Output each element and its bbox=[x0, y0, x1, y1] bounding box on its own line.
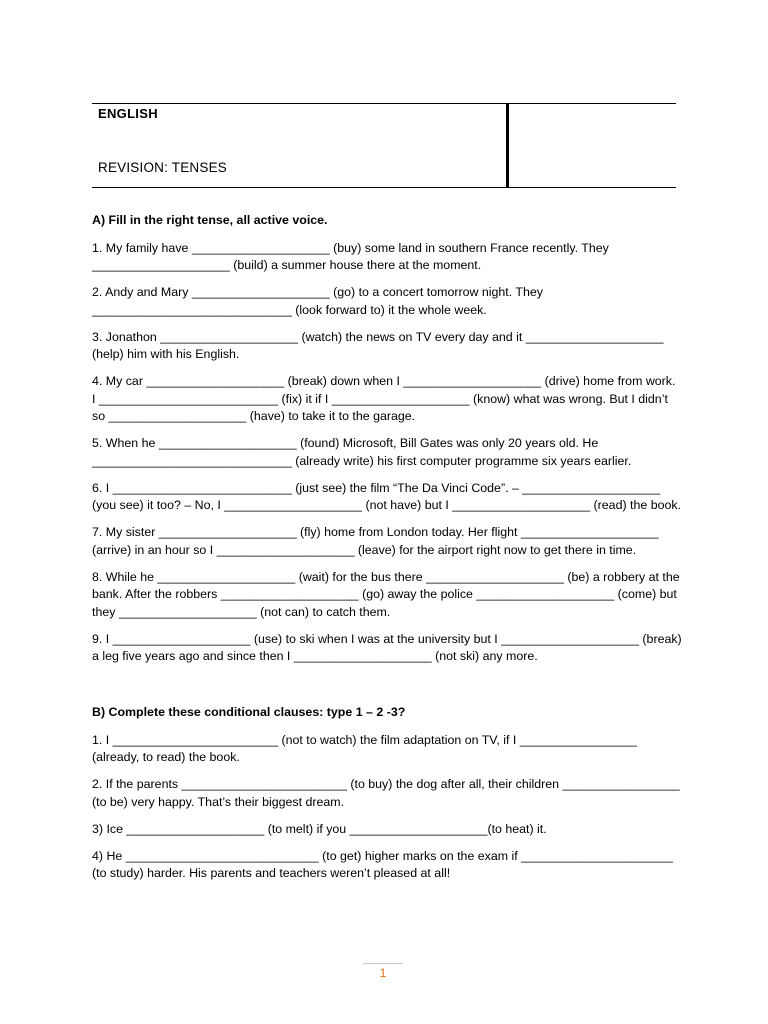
footer-rule bbox=[363, 963, 403, 964]
exercise-a-7: 7. My sister ____________________ (fly) home from London today. Her flight ____________________ (arrive) in an hour so I ____________________ (leave) for the airport right now to get there in time. bbox=[92, 525, 659, 557]
exercise-b-4: 4) He ____________________________ (to get) higher marks on the exam if ______________________ (to study) harder. His parents and teachers weren’t pleased at all! bbox=[92, 848, 673, 880]
subject-label: ENGLISH bbox=[98, 106, 158, 121]
page-number: 1 bbox=[379, 966, 387, 980]
exercise-a-8: 8. While he ____________________ (wait) for the bus there ____________________ (be) a robbery at the bank. After the robbers ____________________ (go) away the police ____________________ (come) but they ____________________ (not can) to catch them. bbox=[92, 569, 680, 619]
exercise-b-3: 3) Ice ____________________ (to melt) if you ____________________(to heat) it. bbox=[92, 821, 547, 836]
worksheet-body bbox=[92, 212, 682, 892]
exercise-a-4: 4. My car ____________________ (break) down when I ____________________ (drive) home from work. I __________________________ (fix) it if I ____________________ (know) what was wrong. But I didn’t so ____________________ (have) to take it to the garage. bbox=[92, 374, 676, 423]
worksheet-header bbox=[92, 103, 676, 188]
unit-title: REVISION: TENSES bbox=[98, 160, 227, 175]
header-divider bbox=[506, 104, 509, 187]
exercise-a-5: 5. When he ____________________ (found) Microsoft, Bill Gates was only 20 years old. He _____________________________ (already write) his first computer programme six years earlier. bbox=[92, 436, 632, 468]
exercise-a-6: 6. I __________________________ (just see) the film “The Da Vinci Code”. – ____________________ (you see) it too? – No, I ____________________ (not have) but I ____________________ (read) the book. bbox=[92, 480, 682, 512]
exercise-a-9: 9. I ____________________ (use) to ski when I was at the university but I ____________________ (break) a leg five years ago and since then I ____________________ (not ski) any more. bbox=[92, 631, 682, 663]
exercise-b-2: 2. If the parents ________________________ (to buy) the dog after all, their children _________________ (to be) very happy. That’s their biggest dream. bbox=[92, 777, 680, 809]
section-b-heading: B) Complete these conditional clauses: type 1 – 2 -3? bbox=[92, 705, 406, 719]
exercise-a-3: 3. Jonathon ____________________ (watch) the news on TV every day and it ____________________ (help) him with his English. bbox=[92, 329, 664, 361]
section-a-heading: A) Fill in the right tense, all active voice. bbox=[92, 213, 328, 227]
section-spacer bbox=[92, 675, 682, 704]
exercise-b-1: 1. I ________________________ (not to watch) the film adaptation on TV, if I _________________ (already, to read) the book. bbox=[92, 732, 637, 764]
exercise-a-2: 2. Andy and Mary ____________________ (go) to a concert tomorrow night. They _____________________________ (look forward to) it the whole week. bbox=[92, 285, 543, 317]
exercise-a-1: 1. My family have ____________________ (buy) some land in southern France recently. They ____________________ (build) a summer house there at the moment. bbox=[92, 240, 609, 272]
